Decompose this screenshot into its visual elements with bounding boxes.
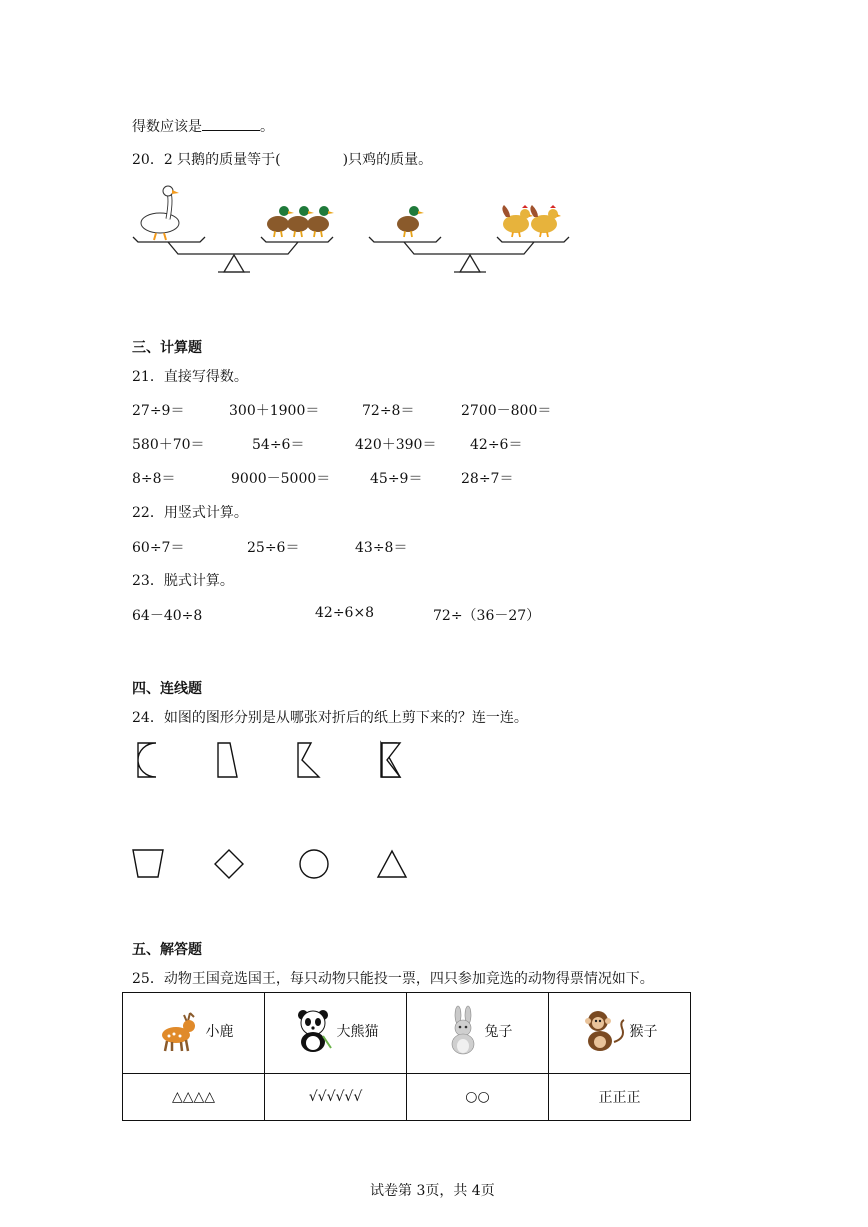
votes-rabbit: ○○ [407, 1074, 549, 1121]
section3-title: 三、计算题 [132, 340, 202, 356]
q23-item3: 72÷（36－27） [433, 608, 541, 624]
q21-label: 21．直接写得数。 [132, 369, 248, 385]
q21-r1c4: 2700－800＝ [461, 403, 552, 419]
page-footer: 试卷第 3页，共 4页 [370, 1183, 495, 1199]
q22-item1: 60÷7＝ [132, 540, 185, 556]
full-shapes-row [130, 846, 430, 882]
animal-cell-rabbit: 兔子 [407, 993, 549, 1074]
votes-monkey: 正正正 [549, 1074, 691, 1121]
q25-label: 25．动物王国竞选国王，每只动物只能投一票，四只参加竞选的动物得票情况如下。 [132, 971, 654, 987]
deer-icon [154, 1009, 204, 1053]
q21-r2c4: 42÷6＝ [470, 437, 523, 453]
q22-item3: 43÷8＝ [355, 540, 408, 556]
q22-label: 22．用竖式计算。 [132, 505, 248, 521]
q21-r1c1: 27÷9＝ [132, 403, 185, 419]
monkey-icon [582, 1008, 628, 1054]
panda-icon [293, 1008, 335, 1054]
q21-r2c2: 54÷6＝ [252, 437, 305, 453]
q20-question: 20．2 只鹅的质量等于( )只鸡的质量。 [132, 152, 433, 168]
q21-r3c4: 28÷7＝ [461, 471, 514, 487]
votes-deer: △△△△ [123, 1074, 265, 1121]
diamond-shape [215, 850, 243, 878]
q22-item2: 25÷6＝ [247, 540, 300, 556]
q21-r3c1: 8÷8＝ [132, 471, 176, 487]
q19-tail: 得数应该是 。 [132, 116, 274, 136]
goose-icon [141, 186, 179, 240]
section5-title: 五、解答题 [132, 942, 202, 958]
section4-title: 四、连线题 [132, 681, 202, 697]
q24-label: 24．如图的图形分别是从哪张对折后的纸上剪下来的？连一连。 [132, 710, 528, 726]
q21-r1c3: 72÷8＝ [362, 403, 415, 419]
answer-blank[interactable] [202, 116, 260, 131]
duck-icons [267, 206, 334, 237]
circle-shape [300, 850, 328, 878]
chicken-icons [502, 205, 561, 237]
q21-r2c3: 420＋390＝ [355, 437, 437, 453]
q23-item2: 42÷6×8 [315, 605, 375, 621]
q21-r1c2: 300＋1900＝ [229, 403, 320, 419]
q23-label: 23．脱式计算。 [132, 573, 234, 589]
q21-r3c3: 45÷9＝ [370, 471, 423, 487]
balance-duck-chickens [366, 185, 576, 280]
rabbit-icon [443, 1006, 483, 1056]
animal-cell-monkey: 猴子 [549, 993, 691, 1074]
animal-cell-panda: 大熊猫 [265, 993, 407, 1074]
votes-panda: √√√√√√ [265, 1074, 407, 1121]
duck-icon [397, 206, 424, 237]
balance-goose-ducks [128, 185, 338, 280]
vote-table [122, 992, 691, 1121]
trapezoid-shape [133, 850, 163, 877]
triangle-shape [378, 851, 406, 877]
q23-item1: 64－40÷8 [132, 608, 203, 624]
q21-r3c2: 9000－5000＝ [231, 471, 331, 487]
q21-r2c1: 580＋70＝ [132, 437, 205, 453]
animal-cell-deer: 小鹿 [123, 993, 265, 1074]
